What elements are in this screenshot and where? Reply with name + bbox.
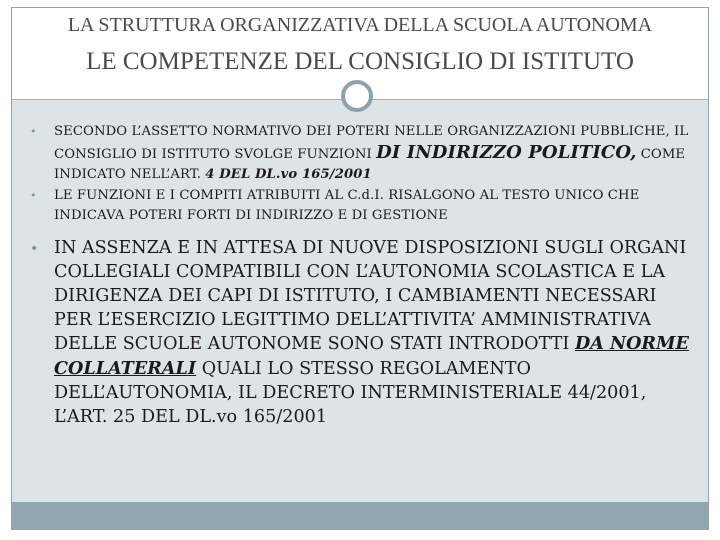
bullet-text: LE FUNZIONI E I COMPITI ATRIBUITI AL C.d.I. RISALGONO AL TESTO UNICO CHE INDICAVA POTERI FORTI DI INDIRIZZO E DI GESTIONE: [54, 187, 640, 223]
bullet-text: COME INDICATO NELL’ART.: [54, 146, 686, 182]
bullet-reference: 4 DEL DL.vo 165/2001: [205, 167, 372, 182]
footer-bar: [12, 502, 708, 529]
bullet-item: [30, 186, 695, 227]
bullet-dot-icon: •: [30, 125, 37, 138]
bullet-list: [30, 122, 695, 429]
bullet-text: IN ASSENZA E IN ATTESA DI NUOVE DISPOSIZIONI SUGLI ORGANI COLLEGIALI COMPATIBILI CON L’AUTONOMIA SCOLASTICA E LA DIRIGENZA DEI CAPI DI ISTITUTO, I CAMBIAMENTI NECESSARI PER L’ESERCIZIO LEGITTIMO DELL’ATTIVITA’ AMMINISTRATIVA DELLE SCUOLE AUTONOME SONO STATI INTRODOTTI: [54, 237, 687, 355]
bullet-text: QUALI LO STESSO REGOLAMENTO DELL’AUTONOMIA, IL DECRETO INTERMINISTERIALE 44/2001, L’ART. 25 DEL DL.vo 165/2001: [54, 358, 647, 427]
bullet-dot-icon: •: [30, 240, 39, 257]
bullet-item: [30, 236, 695, 430]
slide-title: LE COMPETENZE DEL CONSIGLIO DI ISTITUTO: [86, 48, 634, 75]
bullet-text: SECONDO L’ASSETTO NORMATIVO DEI POTERI NELLE ORGANIZZAZIONI PUBBLICHE, IL CONSIGLIO DI ISTITUTO SVOLGE FUNZIONI: [54, 124, 689, 162]
bullet-emphasis: DI INDIRIZZO POLITICO,: [376, 141, 637, 163]
bullet-dot-icon: •: [30, 188, 37, 202]
ring-ornament-icon: [341, 80, 373, 112]
bullet-item: [30, 122, 695, 186]
slide-supertitle: LA STRUTTURA ORGANIZZATIVA DELLA SCUOLA AUTONOMA: [67, 14, 653, 36]
bullet-emphasis: DA NORME COLLATERALI: [54, 333, 689, 379]
